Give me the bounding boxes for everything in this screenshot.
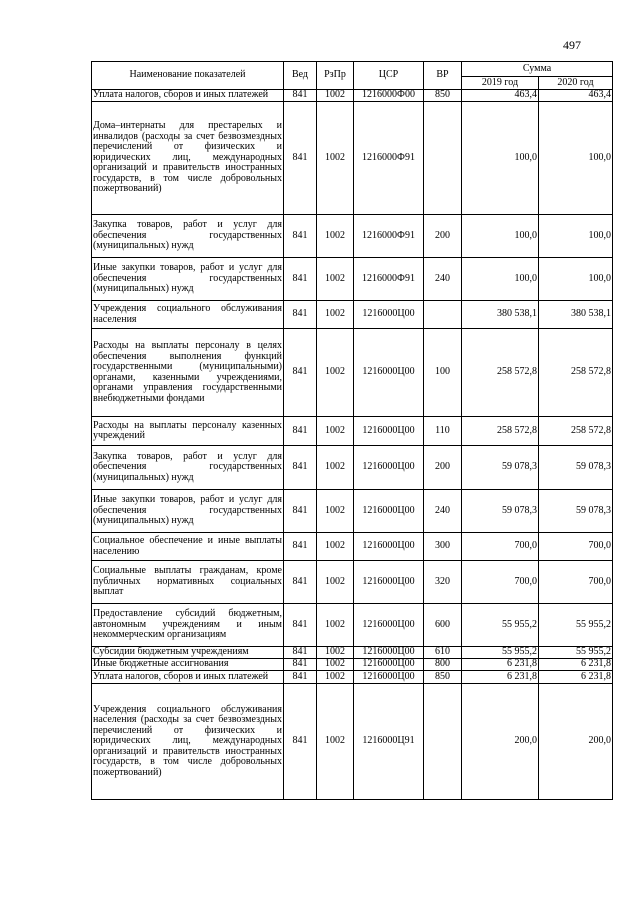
cell-s2019: 100,0 [462, 258, 539, 301]
table-row [92, 301, 613, 329]
cell-ved: 841 [284, 329, 317, 417]
cell-csr: 1216000Ц00 [354, 446, 424, 490]
cell-name: Дома–интернаты для престарелых и инвалидов (расходы за счет безвозмездных перечислений от физических и юридических лиц, международных организаций и правительств иностранных государств, в том числе добровольных пожертвований) [92, 102, 284, 215]
cell-ved: 841 [284, 446, 317, 490]
cell-vr [424, 684, 462, 800]
cell-s2019: 258 572,8 [462, 417, 539, 446]
cell-s2019: 100,0 [462, 215, 539, 258]
cell-s2020: 200,0 [539, 684, 613, 800]
table-row [92, 671, 613, 684]
cell-csr: 1216000Ф91 [354, 258, 424, 301]
table-row [92, 329, 613, 417]
cell-name: Уплата налогов, сборов и иных платежей [92, 671, 284, 684]
cell-vr [424, 102, 462, 215]
cell-s2019: 100,0 [462, 102, 539, 215]
budget-table [91, 61, 613, 800]
table-header [92, 62, 613, 90]
cell-name: Предоставление субсидий бюджетным, автономным учреждениям и иным некоммерческим организациям [92, 604, 284, 647]
cell-vr: 100 [424, 329, 462, 417]
cell-vr: 800 [424, 659, 462, 671]
cell-s2020: 700,0 [539, 561, 613, 604]
cell-name: Социальные выплаты гражданам, кроме публичных нормативных социальных выплат [92, 561, 284, 604]
table-row [92, 446, 613, 490]
cell-s2019: 463,4 [462, 90, 539, 102]
cell-name: Учреждения социального обслуживания населения [92, 301, 284, 329]
cell-s2019: 6 231,8 [462, 671, 539, 684]
cell-rzpr: 1002 [317, 329, 354, 417]
cell-csr: 1216000Ф91 [354, 102, 424, 215]
cell-s2020: 55 955,2 [539, 604, 613, 647]
cell-rzpr: 1002 [317, 102, 354, 215]
cell-s2020: 6 231,8 [539, 659, 613, 671]
cell-s2020: 6 231,8 [539, 671, 613, 684]
cell-name: Расходы на выплаты персоналу казенных учреждений [92, 417, 284, 446]
cell-vr: 300 [424, 533, 462, 561]
cell-s2019: 258 572,8 [462, 329, 539, 417]
cell-vr: 850 [424, 671, 462, 684]
cell-csr: 1216000Ц00 [354, 417, 424, 446]
cell-s2020: 380 538,1 [539, 301, 613, 329]
cell-rzpr: 1002 [317, 684, 354, 800]
cell-s2019: 59 078,3 [462, 446, 539, 490]
table-row [92, 533, 613, 561]
cell-rzpr: 1002 [317, 647, 354, 659]
cell-rzpr: 1002 [317, 258, 354, 301]
cell-csr: 1216000Ф91 [354, 215, 424, 258]
cell-ved: 841 [284, 301, 317, 329]
cell-ved: 841 [284, 671, 317, 684]
cell-name: Уплата налогов, сборов и иных платежей [92, 90, 284, 102]
cell-vr: 600 [424, 604, 462, 647]
cell-rzpr: 1002 [317, 215, 354, 258]
cell-name: Субсидии бюджетным учреждениям [92, 647, 284, 659]
cell-rzpr: 1002 [317, 671, 354, 684]
table-row [92, 561, 613, 604]
table-row [92, 604, 613, 647]
cell-ved: 841 [284, 215, 317, 258]
cell-rzpr: 1002 [317, 659, 354, 671]
cell-name: Расходы на выплаты персоналу в целях обеспечения выполнения функций государственными (муниципальными) органами, казенными учреждениями, органами управления государственными внебюджетными фондами [92, 329, 284, 417]
cell-vr: 200 [424, 215, 462, 258]
header-sum: Сумма [462, 62, 613, 77]
table-row [92, 647, 613, 659]
cell-rzpr: 1002 [317, 446, 354, 490]
table-row [92, 258, 613, 301]
page-number: 497 [563, 38, 581, 52]
cell-name: Социальное обеспечение и иные выплаты населению [92, 533, 284, 561]
cell-csr: 1216000Ц00 [354, 490, 424, 533]
cell-ved: 841 [284, 561, 317, 604]
cell-ved: 841 [284, 417, 317, 446]
cell-csr: 1216000Ц00 [354, 671, 424, 684]
cell-s2020: 55 955,2 [539, 647, 613, 659]
table-row [92, 102, 613, 215]
cell-rzpr: 1002 [317, 533, 354, 561]
cell-csr: 1216000Ц00 [354, 561, 424, 604]
cell-ved: 841 [284, 258, 317, 301]
cell-ved: 841 [284, 647, 317, 659]
cell-name: Закупка товаров, работ и услуг для обеспечения государственных (муниципальных) нужд [92, 215, 284, 258]
cell-s2020: 700,0 [539, 533, 613, 561]
cell-vr: 240 [424, 258, 462, 301]
cell-csr: 1216000Ц00 [354, 659, 424, 671]
cell-rzpr: 1002 [317, 604, 354, 647]
cell-name: Закупка товаров, работ и услуг для обеспечения государственных (муниципальных) нужд [92, 446, 284, 490]
cell-ved: 841 [284, 659, 317, 671]
table-row [92, 417, 613, 446]
table-row [92, 659, 613, 671]
cell-csr: 1216000Ц91 [354, 684, 424, 800]
cell-vr: 200 [424, 446, 462, 490]
cell-s2019: 700,0 [462, 561, 539, 604]
cell-s2019: 55 955,2 [462, 604, 539, 647]
cell-s2020: 100,0 [539, 258, 613, 301]
cell-csr: 1216000Ц00 [354, 647, 424, 659]
cell-s2019: 200,0 [462, 684, 539, 800]
header-rzpr: РзПр [317, 62, 354, 90]
cell-ved: 841 [284, 490, 317, 533]
cell-rzpr: 1002 [317, 417, 354, 446]
header-csr: ЦСР [354, 62, 424, 90]
cell-rzpr: 1002 [317, 490, 354, 533]
cell-rzpr: 1002 [317, 90, 354, 102]
cell-ved: 841 [284, 604, 317, 647]
cell-name: Иные закупки товаров, работ и услуг для обеспечения государственных (муниципальных) нужд [92, 490, 284, 533]
cell-s2020: 59 078,3 [539, 446, 613, 490]
header-vr: ВР [424, 62, 462, 90]
cell-ved: 841 [284, 102, 317, 215]
cell-s2020: 59 078,3 [539, 490, 613, 533]
header-name: Наименование показателей [92, 62, 284, 90]
cell-name: Учреждения социального обслуживания населения (расходы за счет безвозмездных перечислений от физических и юридических лиц, международных организаций и правительств иностранных государств, в том числе добровольных пожертвований) [92, 684, 284, 800]
cell-ved: 841 [284, 90, 317, 102]
cell-s2019: 700,0 [462, 533, 539, 561]
cell-s2020: 463,4 [539, 90, 613, 102]
cell-s2019: 59 078,3 [462, 490, 539, 533]
cell-s2020: 258 572,8 [539, 329, 613, 417]
table-row [92, 215, 613, 258]
cell-vr: 320 [424, 561, 462, 604]
cell-ved: 841 [284, 684, 317, 800]
cell-s2020: 100,0 [539, 215, 613, 258]
header-2019: 2019 год [462, 77, 539, 90]
cell-s2019: 55 955,2 [462, 647, 539, 659]
table-row [92, 490, 613, 533]
cell-name: Иные бюджетные ассигнования [92, 659, 284, 671]
cell-vr: 850 [424, 90, 462, 102]
cell-s2019: 380 538,1 [462, 301, 539, 329]
table-row [92, 90, 613, 102]
cell-vr [424, 301, 462, 329]
header-ved: Вед [284, 62, 317, 90]
cell-rzpr: 1002 [317, 301, 354, 329]
cell-vr: 240 [424, 490, 462, 533]
table-row [92, 684, 613, 800]
header-2020: 2020 год [539, 77, 613, 90]
cell-csr: 1216000Ф00 [354, 90, 424, 102]
cell-csr: 1216000Ц00 [354, 533, 424, 561]
cell-csr: 1216000Ц00 [354, 301, 424, 329]
cell-s2019: 6 231,8 [462, 659, 539, 671]
cell-ved: 841 [284, 533, 317, 561]
cell-s2020: 258 572,8 [539, 417, 613, 446]
cell-s2020: 100,0 [539, 102, 613, 215]
cell-vr: 610 [424, 647, 462, 659]
cell-rzpr: 1002 [317, 561, 354, 604]
cell-name: Иные закупки товаров, работ и услуг для обеспечения государственных (муниципальных) нужд [92, 258, 284, 301]
cell-csr: 1216000Ц00 [354, 604, 424, 647]
cell-vr: 110 [424, 417, 462, 446]
cell-csr: 1216000Ц00 [354, 329, 424, 417]
table-body [92, 90, 613, 800]
